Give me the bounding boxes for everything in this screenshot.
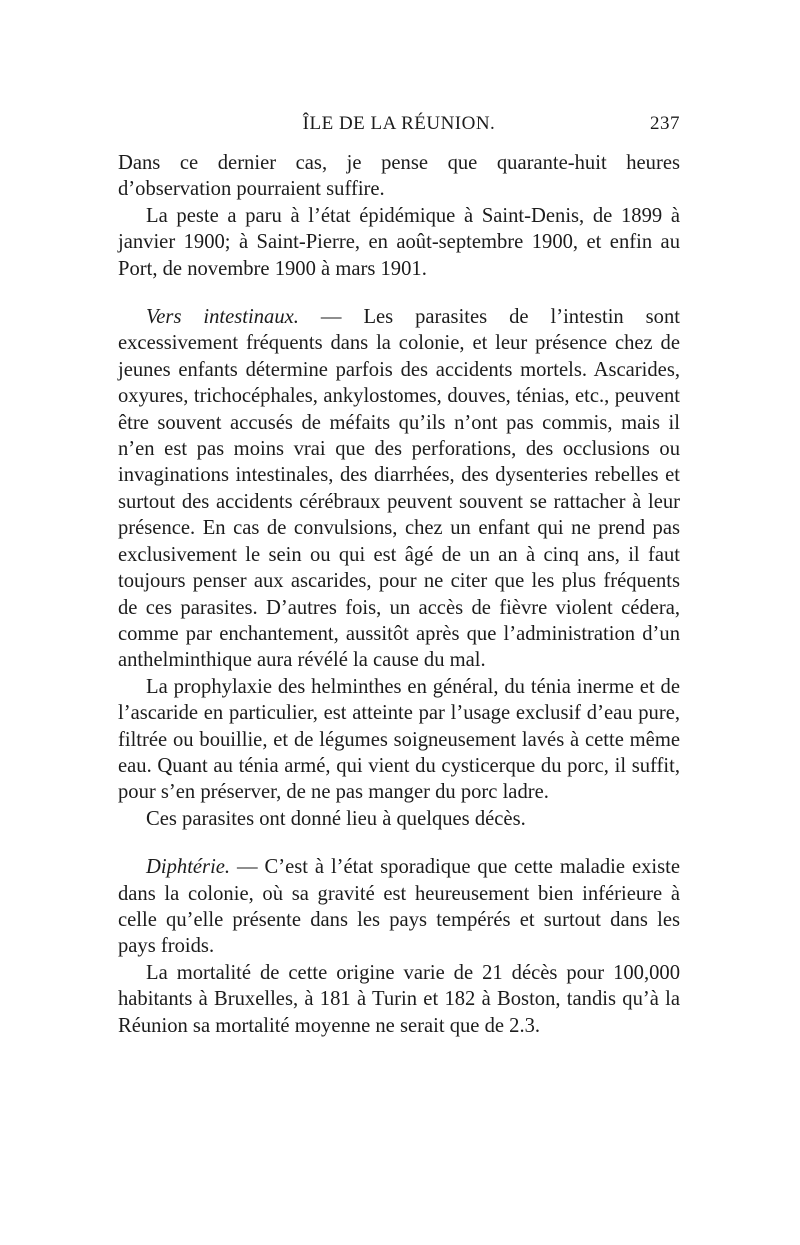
paragraph-text: C’est à l’état sporadique que cette maladie existe dans la colonie, où sa gravité est heureusement bien inférieure à celle qu’elle présente dans les pays tempérés et surtout dans les pays froids. xyxy=(118,856,680,958)
section-heading: Diphtérie. xyxy=(146,856,231,879)
paragraph-prophylaxie xyxy=(118,674,680,806)
section-heading: Vers intestinaux. xyxy=(146,306,299,329)
page-number: 237 xyxy=(650,113,680,134)
section-dash: — xyxy=(230,856,265,879)
section-dash: — xyxy=(298,306,364,329)
section-vers-intestinaux xyxy=(118,304,680,674)
paragraph-text: Ces parasites ont donné lieu à quelques décès. xyxy=(146,807,526,830)
paragraph-text: Dans ce dernier cas, je pense que quarante-huit heures d’observation pourraient suffire. xyxy=(118,152,680,201)
paragraph-text: La mortalité de cette origine varie de 21 décès pour 100,000 habitants à Bruxelles, à 181 à Turin et 182 à Boston, tandis qu’à la Réunion sa mortalité moyenne ne serait que de 2.3. xyxy=(118,961,680,1037)
running-title: ÎLE DE LA RÉUNION. xyxy=(302,113,496,134)
paragraph-mortalite xyxy=(118,960,680,1039)
paragraph-text: La peste a paru à l’état épidémique à Saint-Denis, de 1899 à janvier 1900; à Saint-Pierre, en août-septembre 1900, et enfin au Port, de novembre 1900 à mars 1901. xyxy=(118,204,680,280)
paragraph-text: Les parasites de l’intestin sont excessivement fréquents dans la colonie, et leur présence chez de jeunes enfants détermine parfois des accidents mortels. Ascarides, oxyures, trichocéphales, ankylostomes, douves, ténias, etc., peuvent être souvent accusés de méfaits qu’ils n’ont pas commis, mais il n’en est pas moins vrai que des perforations, des occlusions ou invaginations intestinales, des diarrhées, des dysenteries rebelles et surtout des accidents cérébraux peuvent souvent se rattacher à leur présence. En cas de convulsions, chez un enfant qui ne prend pas exclusivement le sein ou qui est âgé de un an à cinq ans, il faut toujours penser aux ascarides, pour ne citer que les plus fréquents de ces parasites. D’autres fois, un accès de fièvre violent cédera, comme par enchantement, aussitôt après que l’administration d’un anthelminthique aura révélé la cause du mal. xyxy=(118,306,681,672)
paragraph-1 xyxy=(118,150,680,203)
paragraph-deces xyxy=(118,806,680,832)
paragraph-text: La prophylaxie des helminthes en général, du ténia inerme et de l’ascaride en particulier, est atteinte par l’usage exclusif d’eau pure, filtrée ou bouillie, et de légumes soigneusement lavés à cette même eau. Quant au ténia armé, qui vient du cysticerque du porc, il suffit, pour s’en préserver, de ne pas manger du porc ladre. xyxy=(118,675,680,804)
paragraph-2 xyxy=(118,203,680,282)
section-diphterie xyxy=(118,854,680,960)
body-text xyxy=(118,150,680,1039)
running-head xyxy=(118,113,680,143)
